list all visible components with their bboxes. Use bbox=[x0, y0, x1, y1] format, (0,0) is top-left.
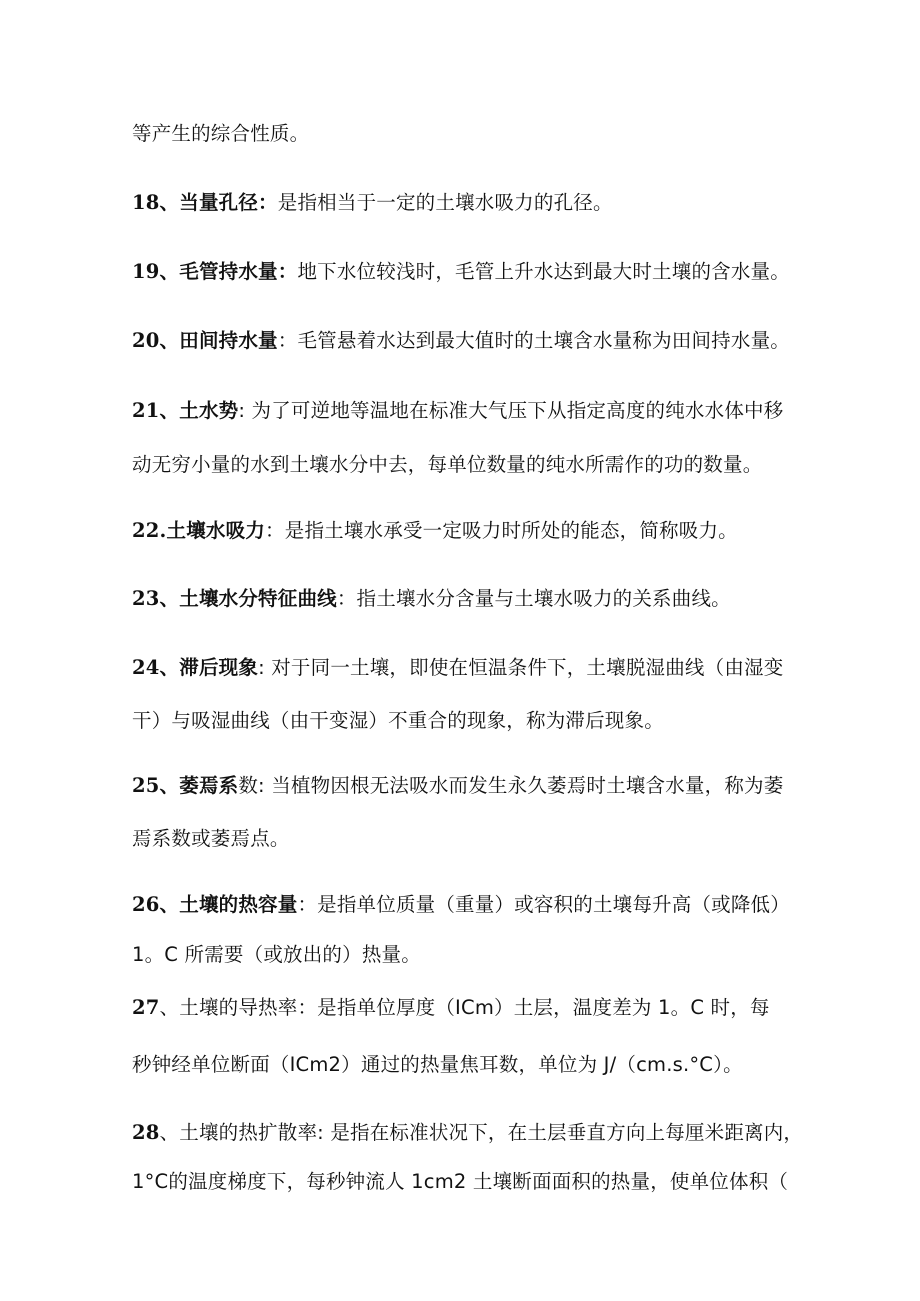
term-label: 土壤的热容量 bbox=[179, 893, 298, 916]
item-number: 23、 bbox=[132, 587, 180, 610]
term-label: 土壤水分特征曲线 bbox=[179, 587, 337, 610]
definition-text: : 对于同一土壤，即使在恒温条件下，土壤脱湿曲线（由湿变 bbox=[258, 656, 784, 679]
definition-text: 1。C 所需要（或放出的）热量。 bbox=[132, 943, 421, 966]
definition-text: ：是指单位质量（重量）或容积的土壤每升高（或降低） bbox=[297, 893, 790, 916]
definition-text: 、土壤的热扩散率: 是指在标准状况下，在土层垂直方向上每厘米距离内， bbox=[159, 1121, 804, 1144]
term-label: 萎焉系 bbox=[179, 774, 239, 797]
definition-27 bbox=[132, 994, 812, 1022]
definition-27-cont bbox=[132, 1051, 812, 1079]
definition-21-cont bbox=[132, 451, 812, 479]
definition-18 bbox=[132, 189, 812, 217]
definition-text: 焉系数或萎焉点。 bbox=[132, 827, 290, 850]
item-number: 22. bbox=[132, 519, 167, 542]
definition-23 bbox=[132, 585, 812, 613]
item-number: 21、 bbox=[132, 399, 180, 422]
definition-24 bbox=[132, 654, 812, 682]
definition-26-cont bbox=[132, 941, 812, 969]
definition-text: ：指土壤水分含量与土壤水吸力的关系曲线。 bbox=[336, 587, 731, 610]
definition-text: 地下水位较浅时，毛管上升水达到最大时土壤的含水量。 bbox=[297, 260, 790, 283]
definition-28 bbox=[132, 1119, 812, 1147]
item-number: 24、 bbox=[132, 656, 180, 679]
item-number: 20、 bbox=[132, 329, 180, 352]
item-number: 27 bbox=[132, 996, 160, 1019]
definition-text: 干）与吸湿曲线（由干变湿）不重合的现象，称为滞后现象。 bbox=[132, 709, 664, 732]
definition-26 bbox=[132, 891, 812, 919]
definition-text: 、土壤的导热率：是指单位厚度（ICm）土层，温度差为 1。C 时，每 bbox=[159, 996, 770, 1019]
item-number: 28 bbox=[132, 1121, 160, 1144]
item-number: 18、 bbox=[132, 191, 180, 214]
definition-21 bbox=[132, 397, 812, 425]
item-number: 25、 bbox=[132, 774, 180, 797]
term-label: 当量孔径： bbox=[179, 191, 278, 214]
definition-text: 秒钟经单位断面（ICm2）通过的热量焦耳数，单位为 J/（cm.s.°C）。 bbox=[132, 1053, 743, 1076]
definition-text: 数: 当植物因根无法吸水而发生永久萎焉时土壤含水量，称为萎 bbox=[238, 774, 784, 797]
term-label: 滞后现象 bbox=[179, 656, 259, 679]
term-label: 毛管持水量： bbox=[179, 260, 298, 283]
item-number: 19、 bbox=[132, 260, 180, 283]
definition-24-cont bbox=[132, 707, 812, 735]
line-text: 等产生的综合性质。 bbox=[132, 122, 310, 145]
definition-19 bbox=[132, 258, 812, 286]
definition-text: : 为了可逆地等温地在标准大气压下从指定高度的纯水水体中移 bbox=[238, 399, 784, 422]
term-label: 土水势 bbox=[179, 399, 239, 422]
definition-22 bbox=[132, 517, 812, 545]
definition-text: ：毛管悬着水达到最大值时的土壤含水量称为田间持水量。 bbox=[277, 329, 790, 352]
definition-text: 1°C的温度梯度下，每秒钟流人 1cm2 土壤断面面积的热量，使单位体积（ bbox=[132, 1170, 789, 1193]
definition-25 bbox=[132, 772, 812, 800]
term-label: 土壤水吸力 bbox=[166, 519, 266, 542]
term-label: 田间持水量 bbox=[179, 329, 278, 352]
definition-text: ：是指土壤水承受一定吸力时所处的能态，简称吸力。 bbox=[265, 519, 738, 542]
item-number: 26、 bbox=[132, 893, 180, 916]
definition-text: 是指相当于一定的土壤水吸力的孔径。 bbox=[277, 191, 613, 214]
definition-text: 动无穷小量的水到土壤水分中去，每单位数量的纯水所需作的功的数量。 bbox=[132, 453, 763, 476]
definition-25-cont bbox=[132, 825, 812, 853]
definition-20 bbox=[132, 327, 812, 355]
definition-28-cont bbox=[132, 1168, 812, 1196]
text-line-1 bbox=[132, 120, 812, 148]
